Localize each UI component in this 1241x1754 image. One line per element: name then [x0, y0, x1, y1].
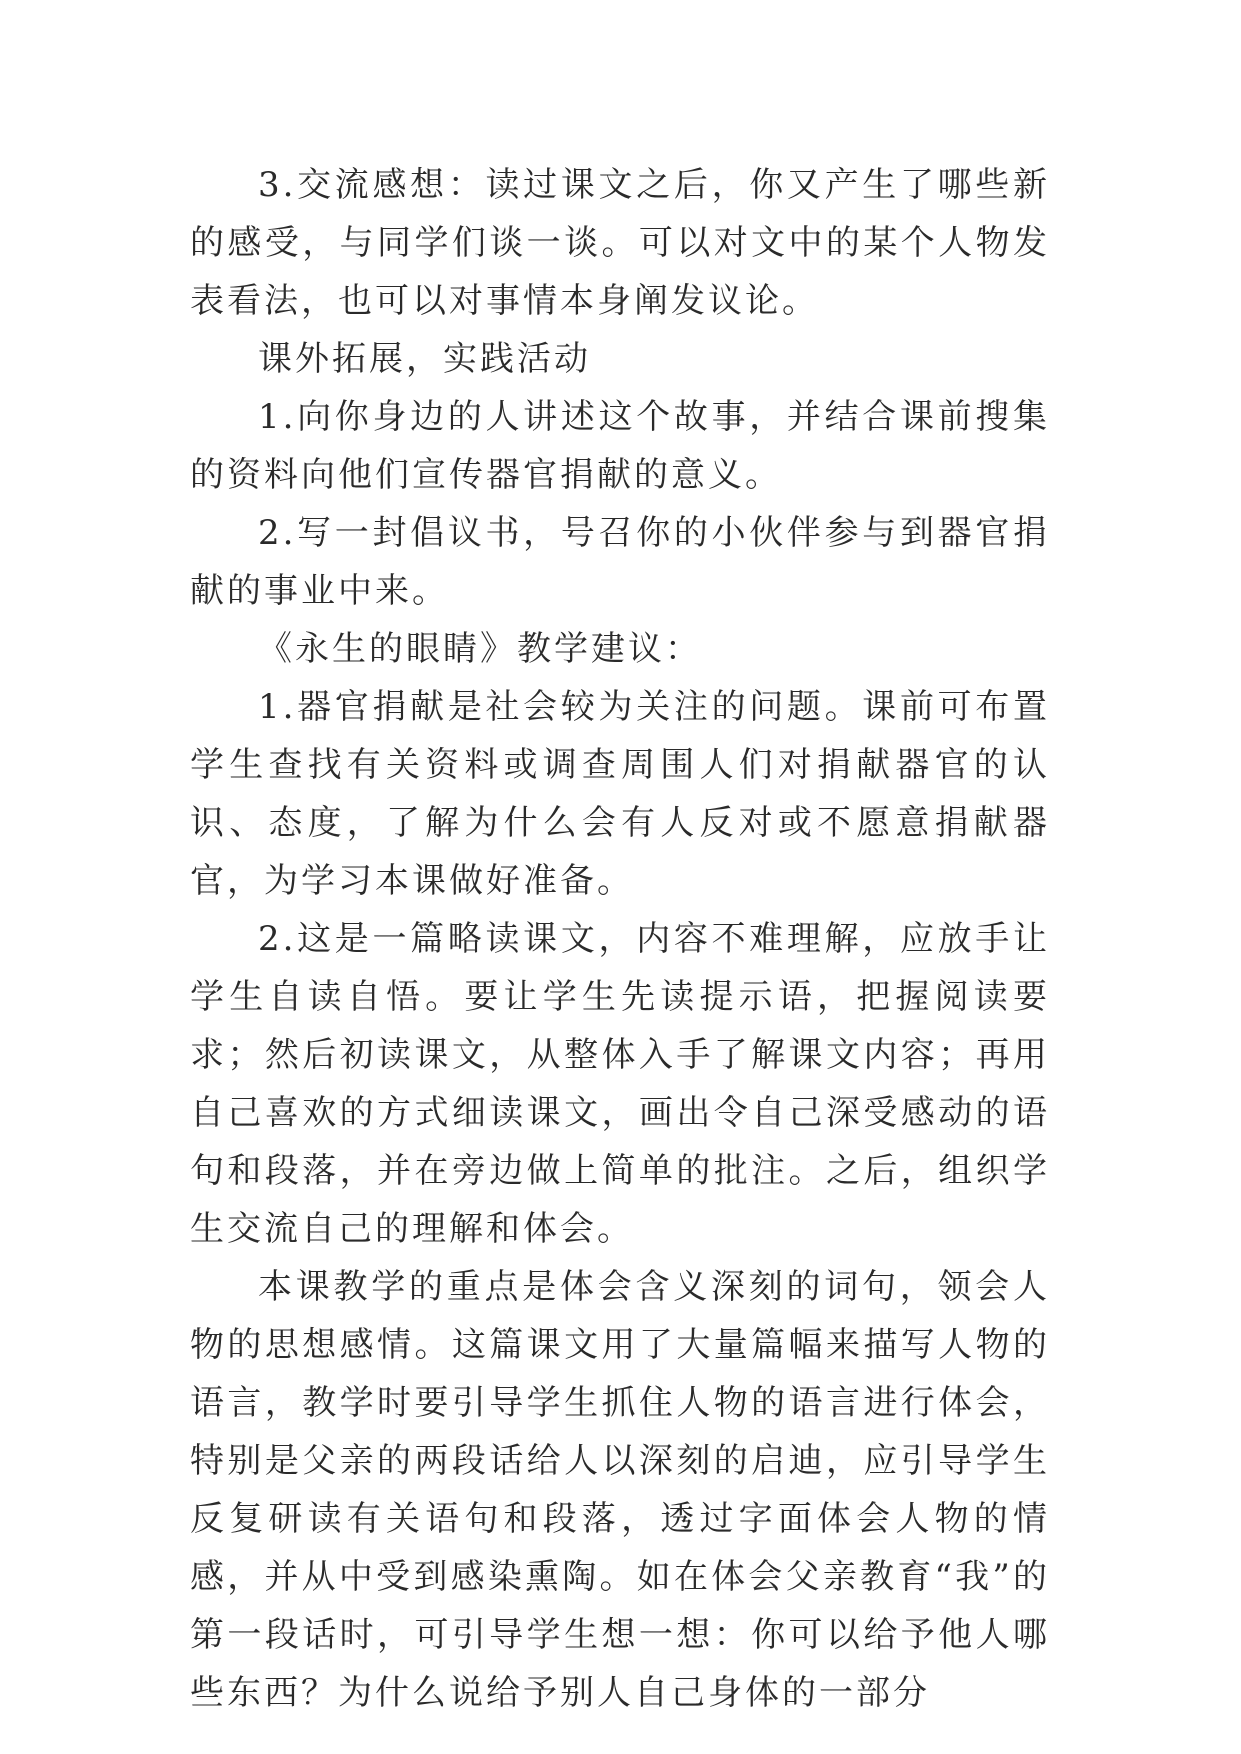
section-heading-teaching-suggestions: 《永生的眼睛》教学建议：	[258, 629, 702, 669]
paragraph-suggestion-1: 1.器官捐献是社会较为关注的问题。课前可布置学生查找有关资料或调查周围人们对捐献器官的认识、态度，了解为什么会有人反对或不愿意捐献器官，为学习本课做好准备。	[190, 687, 1050, 901]
paragraph-write-proposal: 2.写一封倡议书，号召你的小伙伴参与到器官捐献的事业中来。	[190, 513, 1050, 611]
paragraph-tell-story: 1.向你身边的人讲述这个故事，并结合课前搜集的资料向他们宣传器官捐献的意义。	[190, 397, 1050, 495]
paragraph-teaching-focus: 本课教学的重点是体会含义深刻的词句，领会人物的思想感情。这篇课文用了大量篇幅来描写人物的语言，教学时要引导学生抓住人物的语言进行体会，特别是父亲的两段话给人以深刻的启迪，应引导学生反复研读有关语句和段落，透过字面体会人物的情感，并从中受到感染熏陶。如在体会父亲教育“我”的第一段话时，可引导学生想一想：你可以给予他人哪些东西？为什么说给予别人自己身体的一部分	[190, 1267, 1050, 1713]
document-body	[190, 156, 1050, 1722]
section-heading-extension: 课外拓展，实践活动	[258, 339, 591, 379]
paragraph-exchange-thoughts: 3.交流感想：读过课文之后，你又产生了哪些新的感受，与同学们谈一谈。可以对文中的某个人物发表看法，也可以对事情本身阐发议论。	[190, 165, 1050, 321]
paragraph-suggestion-2: 2.这是一篇略读课文，内容不难理解，应放手让学生自读自悟。要让学生先读提示语，把握阅读要求；然后初读课文，从整体入手了解课文内容；再用自己喜欢的方式细读课文，画出令自己深受感动的语句和段落，并在旁边做上简单的批注。之后，组织学生交流自己的理解和体会。	[190, 919, 1050, 1249]
